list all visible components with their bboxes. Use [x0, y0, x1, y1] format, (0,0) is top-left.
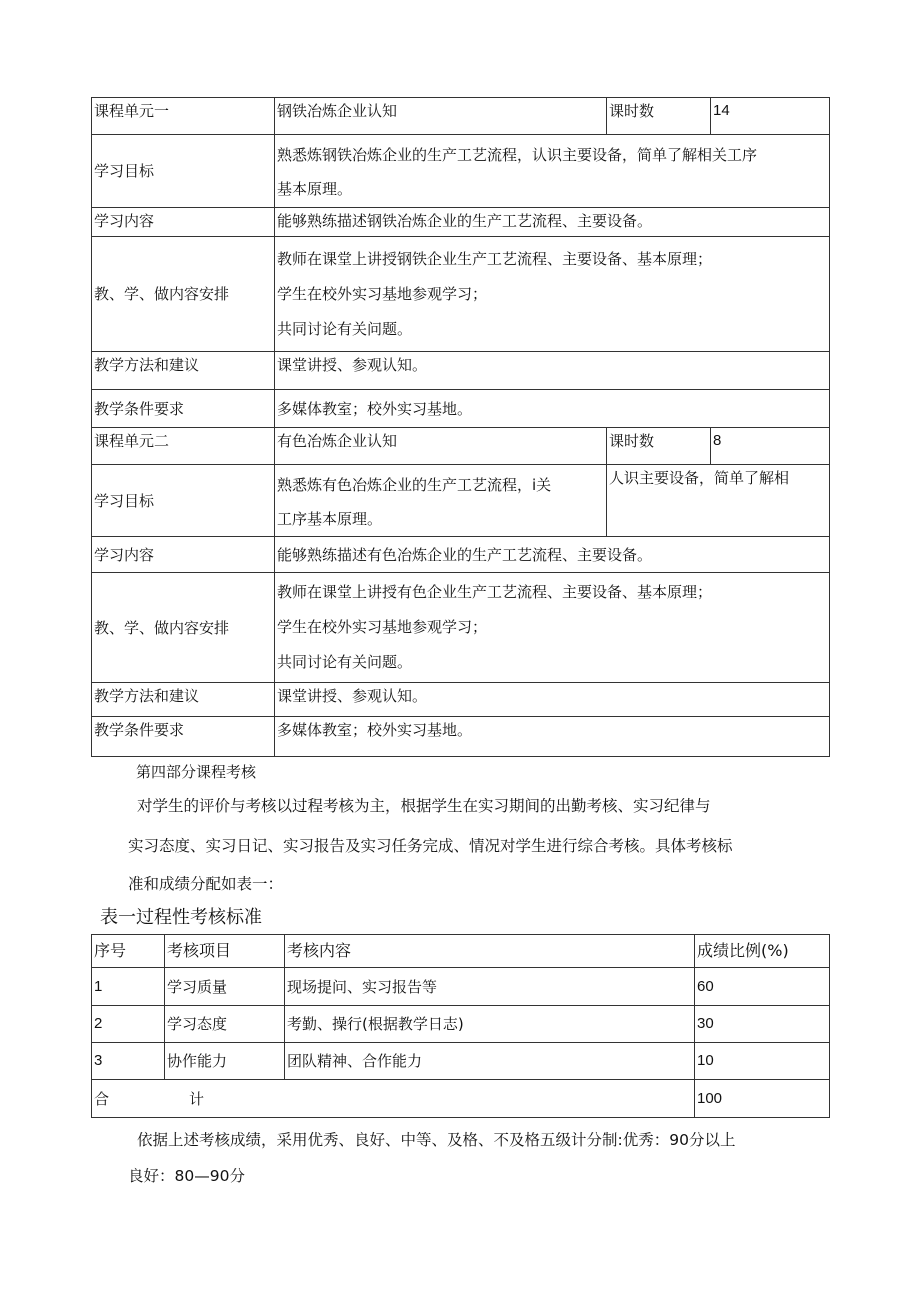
intro-line-1: 对学生的评价与考核以过程考核为主，根据学生在实习期间的出勤考核、实习纪律与: [137, 797, 711, 815]
arrange-label: 教、学、做内容安排: [92, 237, 275, 352]
method-label: 教学方法和建议: [92, 683, 275, 717]
course-units-table: [91, 97, 830, 757]
unit-2-arrange-row: [92, 573, 830, 683]
goal-text: [275, 135, 830, 208]
unit-1-cond-row: [92, 390, 830, 428]
arrange-text: [275, 573, 830, 683]
row-content: 考勤、操行(根据教学日志): [285, 1006, 695, 1043]
goal-label: 学习目标: [92, 465, 275, 537]
arrange-line: 共同讨论有关问题。: [277, 319, 413, 338]
arrange-line: 教师在课堂上讲授有色企业生产工艺流程、主要设备、基本原理；: [277, 583, 713, 601]
goal-label: 学习目标: [92, 135, 275, 208]
goal-line-2: 工序基本原理。: [277, 509, 383, 528]
row-item: 学习质量: [165, 968, 285, 1006]
hours-label: 课时数: [607, 98, 711, 135]
goal-line-1: 熟悉炼钢铁冶炼企业的生产工艺流程，认识主要设备，简单了解相关工序: [277, 146, 758, 164]
row-item: 学习态度: [165, 1006, 285, 1043]
table-row: [92, 1006, 830, 1043]
intro-line-2: 实习态度、实习日记、实习报告及实习任务完成、情况对学生进行综合考核。具体考核标: [128, 837, 733, 855]
unit-2-method-row: [92, 683, 830, 717]
arrange-text: [275, 237, 830, 352]
method-text: 课堂讲授、参观认知。: [275, 683, 830, 717]
row-ratio: 30: [695, 1006, 830, 1043]
grading-line-2: 良好：80—90分: [128, 1167, 245, 1185]
table-row: [92, 1043, 830, 1080]
unit-name: 有色冶炼企业认知: [275, 428, 607, 465]
row-index: 1: [92, 968, 165, 1006]
unit-label: 课程单元二: [92, 428, 275, 465]
total-label-b: 计: [189, 1089, 205, 1108]
cond-label: 教学条件要求: [92, 717, 275, 757]
assessment-table: [91, 934, 830, 1118]
unit-2-header-row: [92, 428, 830, 465]
unit-2-cond-row: [92, 717, 830, 757]
total-label-a: 合: [94, 1089, 110, 1108]
arrange-line: 学生在校外实习基地参观学习；: [277, 618, 488, 636]
unit-1-arrange-row: [92, 237, 830, 352]
row-content: 现场提问、实习报告等: [285, 968, 695, 1006]
method-label: 教学方法和建议: [92, 352, 275, 390]
unit-2-goal-row: [92, 465, 830, 537]
header-cell: 考核内容: [285, 935, 695, 968]
row-content: 团队精神、合作能力: [285, 1043, 695, 1080]
intro-line-3: 准和成绩分配如表一：: [128, 875, 284, 893]
unit-2-content-row: [92, 537, 830, 573]
goal-line-2: 基本原理。: [277, 180, 353, 198]
unit-1-method-row: [92, 352, 830, 390]
unit-name: 钢铁冶炼企业认知: [275, 98, 607, 135]
goal-text: [275, 465, 607, 537]
assessment-header-row: [92, 935, 830, 968]
total-row: [92, 1080, 830, 1118]
cond-text: 多媒体教室；校外实习基地。: [275, 390, 830, 428]
total-value: 100: [695, 1080, 830, 1118]
section-title: 第四部分课程考核: [136, 763, 257, 781]
arrange-line: 共同讨论有关问题。: [277, 653, 413, 671]
goal-text-fragment: 人识主要设备，简单了解相: [607, 465, 830, 537]
row-index: 2: [92, 1006, 165, 1043]
row-ratio: 60: [695, 968, 830, 1006]
header-cell: 成绩比例(%): [695, 935, 830, 968]
header-cell: 序号: [92, 935, 165, 968]
content-label: 学习内容: [92, 208, 275, 237]
arrange-line: 学生在校外实习基地参观学习；: [277, 284, 488, 303]
unit-1-content-row: [92, 208, 830, 237]
cond-text: 多媒体教室；校外实习基地。: [275, 717, 830, 757]
row-ratio: 10: [695, 1043, 830, 1080]
header-cell: 考核项目: [165, 935, 285, 968]
table-row: [92, 968, 830, 1006]
arrange-line: 教师在课堂上讲授钢铁企业生产工艺流程、主要设备、基本原理；: [277, 249, 713, 268]
unit-label: 课程单元一: [92, 98, 275, 135]
content-label: 学习内容: [92, 537, 275, 573]
unit-1-header-row: [92, 98, 830, 135]
row-item: 协作能力: [165, 1043, 285, 1080]
hours-label: 课时数: [607, 428, 711, 465]
arrange-label: 教、学、做内容安排: [92, 573, 275, 683]
grading-line-1: 依据上述考核成绩，采用优秀、良好、中等、及格、不及格五级计分制:优秀：90分以上: [137, 1131, 736, 1149]
hours-value: 8: [711, 428, 830, 465]
content-text: 能够熟练描述钢铁冶炼企业的生产工艺流程、主要设备。: [275, 208, 830, 237]
table-caption: 表一过程性考核标准: [100, 907, 262, 928]
method-text: 课堂讲授、参观认知。: [275, 352, 830, 390]
total-label: [92, 1080, 695, 1118]
row-index: 3: [92, 1043, 165, 1080]
cond-label: 教学条件要求: [92, 390, 275, 428]
unit-1-goal-row: [92, 135, 830, 208]
hours-value: 14: [711, 98, 830, 135]
content-text: 能够熟练描述有色冶炼企业的生产工艺流程、主要设备。: [275, 537, 830, 573]
goal-line-1: 熟悉炼有色冶炼企业的生产工艺流程，i关: [277, 475, 552, 494]
